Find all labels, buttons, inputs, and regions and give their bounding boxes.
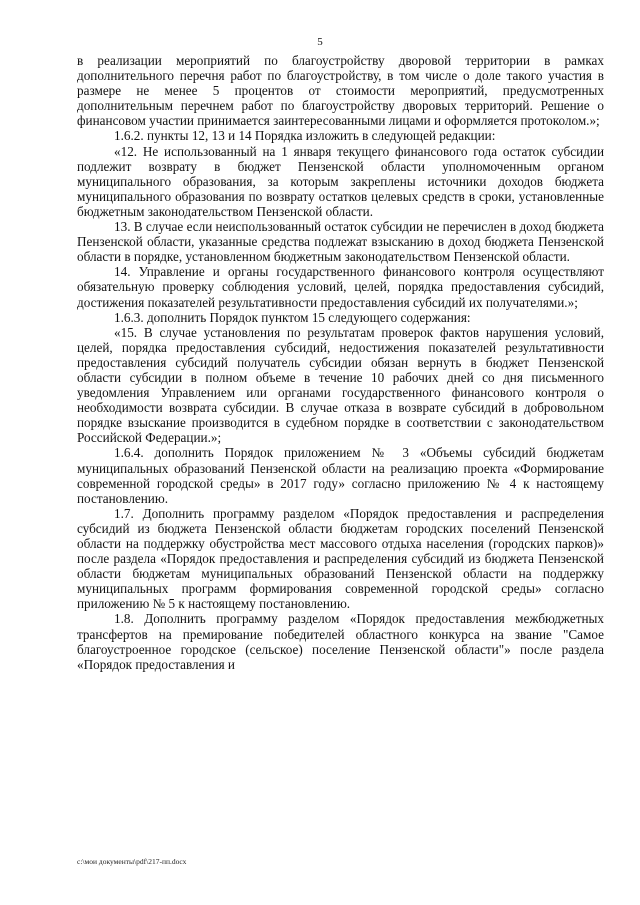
paragraph: 1.6.3. дополнить Порядок пунктом 15 следующего содержания: (114, 309, 471, 325)
paragraph: «15. В случае установления по результатам проверок фактов нарушения условий, целей, порядка предоставления субсидий, недостижения показателей результативности предоставления субсидий получатель субсидии обязан вернуть в бюджет Пензенской области субсидии в полном объеме в течение 10 рабочих дней со дня письменного уведомления Управлением или органами государственного финансового контроля о необходимости возврата субсидии. В случае отказа в возврате субсидий в добровольном порядке взыскание производится в судебном порядке в соответствии с законодательством Российской Федерации.»; (77, 324, 604, 446)
paragraph: 1.7. Дополнить программу разделом «Порядок предоставления и распределения субсидий из бюджета Пензенской области бюджетам городских поселений Пензенской области на поддержку обустройства мест массового отдыха населения (городских парков)» после раздела «Порядок предоставления и распределения субсидий из бюджета Пензенской области бюджетам муниципальных образований Пензенской области на поддержку муниципальных программ формирования современной городской среды» согласно приложению № 5 к настоящему постановлению. (77, 505, 604, 612)
page-number: 5 (317, 36, 323, 48)
paragraph: 1.6.4. дополнить Порядок приложением № 3 «Объемы субсидий бюджетам муниципальных образований Пензенской области на реализацию проекта «Формирование современной городской среды» в 2017 году» согласно приложению № 4 к настоящему постановлению. (77, 445, 604, 506)
paragraph: 14. Управление и органы государственного финансового контроля осуществляют обязательную проверку соблюдения условий, целей, порядка предоставления субсидий, достижения показателей результативности предоставления субсидий их получателями.»; (77, 264, 604, 310)
paragraph-last: 1.8. Дополнить программу разделом «Порядок предоставления межбюджетных трансфертов на премирование победителей областного конкурса на звание "Самое благоустроенное городское (сельское) поселение Пензенской области"» после раздела «Порядок предоставления и (77, 611, 604, 672)
paragraph: 1.6.2. пункты 12, 13 и 14 Порядка изложить в следующей редакции: (114, 128, 496, 144)
paragraph: в реализации мероприятий по благоустройству дворовой территории в рамках дополнительного перечня работ по благоустройству, в том числе о доле такого участия в размере не менее 5 процентов от стоимости мероприятий, предусмотренных дополнительным перечнем работ по благоустройству дворовых территорий. Решение о финансовом участии принимается заинтересованными лицами и оформляется протоколом.»; (77, 53, 604, 129)
paragraph: 13. В случае если неиспользованный остаток субсидии не перечислен в доход бюджета Пензенской области, указанные средства подлежат взысканию в доход бюджета Пензенской области в порядке, установленном бюджетным законодательством Пензенской области. (77, 219, 604, 265)
paragraph: «12. Не использованный на 1 января текущего финансового года остаток субсидии подлежит возврату в бюджет Пензенской области уполномоченным органом муниципального образования, за которым закреплены источники доходов бюджета муниципального образования по возврату остатков целевых средств в сроки, установленные бюджетным законодательством Пензенской области. (77, 143, 604, 219)
document-body (77, 53, 604, 672)
file-path-footer: c:\мои документы\pdf\217-пп.docx (77, 857, 187, 866)
